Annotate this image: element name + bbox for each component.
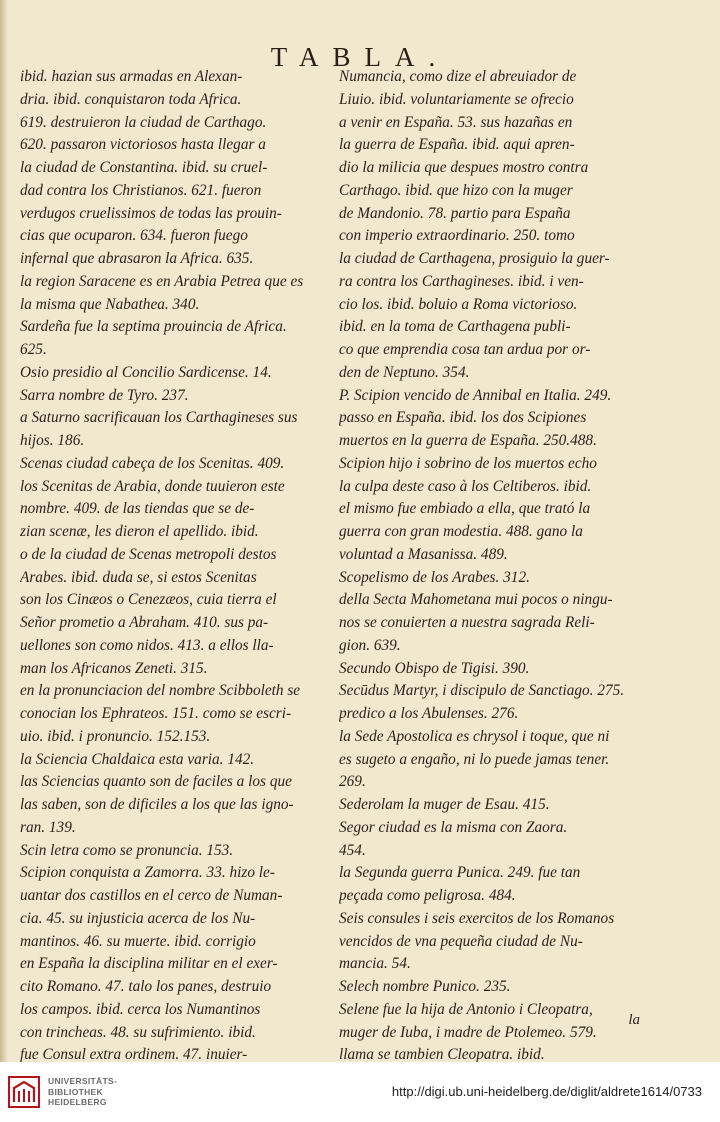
index-entry-line: las Sciencias quanto son de faciles a los que: [20, 773, 292, 791]
index-entry-line: ra contra los Carthagineses. ibid. i ven-: [339, 272, 584, 290]
index-entry-line: peçada como peligrosa. 484.: [339, 887, 516, 904]
index-entry-line: Señor prometio a Abraham. 410. sus pa-: [20, 614, 269, 631]
index-entry-line: mantinos. 46. su muerte. ibid. corrigio: [20, 932, 256, 950]
index-entry-line: nombre. 409. de las tiendas que se de-: [20, 500, 255, 518]
university-library-logo-icon[interactable]: [8, 1076, 40, 1108]
index-entry-line: a Saturno sacrificauan los Carthagineses sus: [20, 409, 298, 427]
index-entry-line: dad contra los Christianos. 621. fueron: [20, 181, 262, 199]
index-entry-line: la Sciencia Chaldaica esta varia. 142.: [20, 750, 255, 768]
index-entry-line: con imperio extraordinario. 250. tomo: [339, 227, 575, 245]
index-entry-line: Selech nombre Punico. 235.: [339, 978, 511, 995]
index-entry-line: guerra con gran modestia. 488. gano la: [339, 523, 583, 540]
index-entry-line: Scenas ciudad cabeça de los Scenitas. 409.: [20, 454, 285, 472]
index-entry-line: Segor ciudad es la misma con Zaora.: [339, 818, 568, 836]
index-entry-line: la region Saracene es en Arabia Petrea que es: [20, 272, 304, 290]
index-entry-line: la ciudad de Carthagena, prosiguio la guer-: [339, 250, 610, 267]
index-entry-line: o de la ciudad de Scenas metropoli destos: [20, 545, 277, 563]
index-entry-line: ibid. hazian sus armadas en Alexan-: [20, 68, 243, 85]
index-entry-line: 454.: [339, 841, 366, 859]
index-entry-line: cio los. ibid. boluio a Roma victorioso.: [339, 295, 578, 313]
index-entry-line: Sardeña fue la septima prouincia de Africa.: [20, 318, 287, 336]
index-entry-line: man los Africanos Zeneti. 315.: [20, 659, 208, 677]
index-entry-line: Sederolam la muger de Esau. 415.: [339, 796, 550, 813]
index-entry-line: Liuio. ibid. voluntariamente se ofrecio: [339, 90, 574, 108]
index-entry-line: cito Romano. 47. talo los panes, destruio: [20, 978, 272, 995]
index-entry-line: fue Consul extra ordinem. 47. inuier-: [20, 1046, 248, 1062]
index-entry-line: dio la milicia que despues mostro contra: [339, 159, 589, 176]
index-left-column: [20, 66, 322, 1062]
catchword: la: [628, 1012, 640, 1028]
library-name-line: HEIDELBERG: [48, 1097, 107, 1107]
index-entry-line: Secūdus Martyr, i discipulo de Sanctiago. 275.: [339, 682, 624, 700]
index-right-column: [339, 66, 624, 1062]
index-entry-line: 620. passaron victoriosos hasta llegar a: [20, 136, 266, 154]
index-entry-line: la misma que Nabathea. 340.: [20, 295, 200, 313]
index-entry-line: uantar dos castillos en el cerco de Numan-: [20, 887, 283, 904]
index-entry-line: verdugos cruelissimos de todas las prouin-: [20, 204, 282, 222]
index-entry-line: den de Neptuno. 354.: [339, 363, 470, 381]
running-head: TABLA.: [270, 42, 450, 72]
index-entry-line: Selene fue la hija de Antonio i Cleopatra,: [339, 1000, 593, 1018]
index-entry-line: Scopelismo de los Arabes. 312.: [339, 568, 530, 586]
index-entry-line: en la pronunciacion del nombre Scibboleth se: [20, 682, 301, 700]
index-entry-line: 619. destruieron la ciudad de Carthago.: [20, 113, 267, 131]
digitization-url-link[interactable]: http://digi.ub.uni-heidelberg.de/diglit/aldrete1614/0733: [391, 1084, 702, 1099]
index-entry-line: predico a los Abulenses. 276.: [339, 705, 519, 722]
index-entry-line: Scipion hijo i sobrino de los muertos echo: [339, 454, 597, 472]
index-entry-line: ibid. en la toma de Carthagena publi-: [339, 318, 571, 336]
library-name: [48, 1076, 117, 1108]
index-entry-line: P. Scipion vencido de Annibal en Italia. 249.: [339, 386, 612, 404]
footer-bar: [0, 1062, 720, 1122]
page-gutter-shadow: [0, 0, 8, 1062]
index-entry-line: Scin letra como se pronuncia. 153.: [20, 841, 234, 859]
index-entry-line: Osio presidio al Concilio Sardicense. 14.: [20, 363, 272, 381]
index-entry-line: la guerra de España. ibid. aqui apren-: [339, 136, 575, 154]
index-entry-line: uio. ibid. i pronuncio. 152.153.: [20, 727, 211, 745]
index-entry-line: Arabes. ibid. duda se, si estos Scenitas: [20, 568, 257, 586]
index-entry-line: infernal que abrasaron la Africa. 635.: [20, 250, 254, 267]
index-entry-line: muertos en la guerra de España. 250.488.: [339, 432, 597, 449]
index-entry-line: uellones son como nidos. 413. a ellos lla-: [20, 636, 274, 654]
index-entry-line: cia. 45. su injusticia acerca de los Nu-: [20, 909, 256, 927]
index-entry-line: a venir en España. 53. sus hazañas en: [339, 113, 573, 131]
index-entry-line: nos se conuierten a nuestra sagrada Reli-: [339, 614, 595, 631]
index-entry-line: la Sede Apostolica es chrysol i toque, que ni: [339, 727, 610, 745]
index-entry-line: Numancia, como dize el abreuiador de: [339, 68, 577, 85]
index-entry-line: Scipion conquista a Zamorra. 33. hizo le-: [20, 864, 275, 882]
index-entry-line: hijos. 186.: [20, 432, 85, 449]
index-entry-line: las saben, son de dificiles a los que las igno-: [20, 796, 294, 813]
index-entry-line: 269.: [339, 773, 366, 791]
index-entry-line: zian scenæ, les dieron el apellido. ibid.: [20, 523, 259, 540]
index-entry-line: los campos. ibid. cerca los Numantinos: [20, 1000, 261, 1018]
library-name-line: BIBLIOTHEK: [48, 1086, 103, 1097]
index-entry-line: co que emprendia cosa tan ardua por or-: [339, 341, 591, 358]
index-entry-line: ran. 139.: [20, 818, 76, 836]
index-entry-line: della Secta Mahometana mui pocos o ningu-: [339, 591, 613, 609]
index-entry-line: cias que ocuparon. 634. fueron fuego: [20, 227, 248, 245]
index-entry-line: gion. 639.: [339, 636, 401, 654]
index-entry-line: 625.: [20, 341, 47, 358]
index-entry-line: en España la disciplina militar en el exer-: [20, 955, 278, 973]
index-entry-line: Seis consules i seis exercitos de los Romanos: [339, 909, 615, 927]
index-entry-line: la culpa deste caso à los Celtiberos. ibid.: [339, 477, 592, 495]
index-entry-line: de Mandonio. 78. partio para España: [339, 204, 571, 222]
index-entry-line: el mismo fue embiado a ella, que trató la: [339, 500, 591, 518]
index-entry-line: con trincheas. 48. su sufrimiento. ibid.: [20, 1023, 256, 1041]
index-entry-line: Secundo Obispo de Tigisi. 390.: [339, 659, 530, 677]
index-entry-line: muger de Iuba, i madre de Ptolemeo. 579.: [339, 1023, 597, 1041]
index-entry-line: Sarra nombre de Tyro. 237.: [20, 386, 189, 404]
index-entry-line: son los Cinæos o Cenezæos, cuia tierra el: [20, 591, 277, 609]
index-entry-line: voluntad a Masanissa. 489.: [339, 545, 508, 563]
index-entry-line: los Scenitas de Arabia, donde tuuieron este: [20, 477, 285, 495]
index-entry-line: Carthago. ibid. que hizo con la muger: [339, 181, 573, 199]
library-name-line: UNIVERSITÄTS-: [48, 1076, 118, 1086]
index-entry-line: mancia. 54.: [339, 955, 411, 973]
index-entry-line: llama se tambien Cleopatra. ibid.: [339, 1046, 545, 1062]
index-entry-line: conocian los Ephrateos. 151. como se escri-: [20, 705, 292, 722]
index-entry-line: la Segunda guerra Punica. 249. fue tan: [339, 864, 581, 882]
index-entry-line: vencidos de vna pequeña ciudad de Nu-: [339, 932, 583, 950]
index-entry-line: la ciudad de Constantina. ibid. su cruel-: [20, 159, 268, 176]
index-entry-line: es sugeto a engaño, ni lo puede jamas tener.: [339, 750, 610, 768]
index-entry-line: passo en España. ibid. los dos Scipiones: [339, 409, 587, 427]
index-entry-line: dria. ibid. conquistaron toda Africa.: [20, 90, 242, 108]
